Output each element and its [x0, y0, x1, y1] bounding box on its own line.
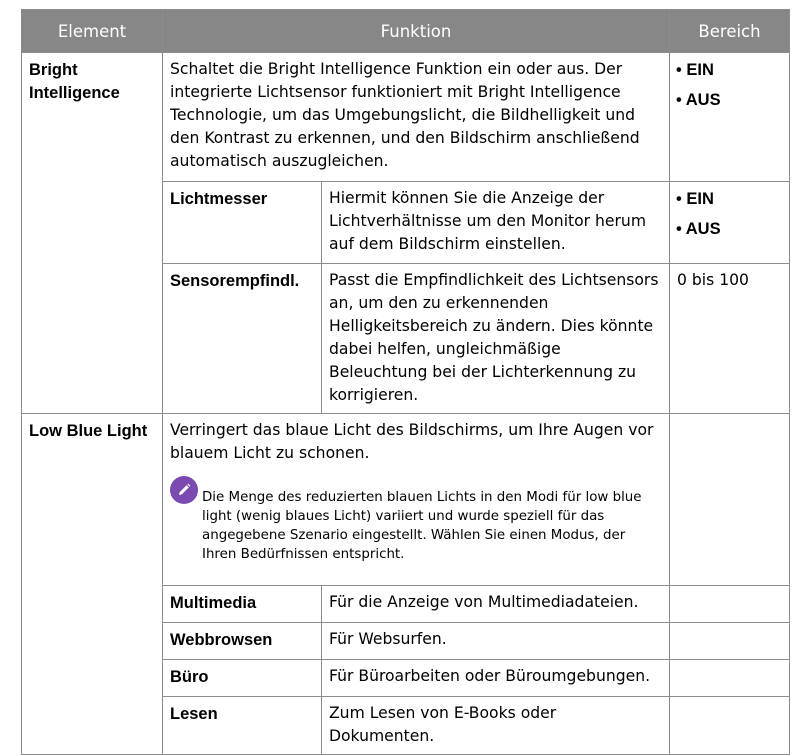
header-element: Element — [22, 10, 163, 53]
range-cell-empty — [670, 414, 790, 586]
sub-label-sensorempfindl: Sensorempfindl. — [163, 264, 322, 414]
function-cell — [163, 414, 670, 586]
mode-text: Zum Lesen von E-Books oder Dokumenten. — [322, 697, 670, 755]
mode-text: Für die Anzeige von Multimediadateien. — [322, 586, 670, 623]
mode-label-multimedia: Multimedia — [163, 586, 322, 623]
header-function: Funktion — [163, 10, 670, 53]
function-text: Verringert das blaue Licht des Bildschirms, um Ihre Augen vor blauem Licht zu schonen. — [170, 421, 654, 462]
range-cell-empty — [670, 697, 790, 755]
pencil-icon — [170, 476, 198, 504]
mode-label-webbrowsen: Webbrowsen — [163, 623, 322, 660]
table-row — [22, 53, 790, 182]
function-text: Hiermit können Sie die Anzeige der Lichtverhältnisse um den Monitor herum auf dem Bildschirm einstellen. — [322, 182, 670, 264]
range-cell — [670, 182, 790, 264]
header-row — [22, 10, 790, 53]
mode-label-lesen: Lesen — [163, 697, 322, 755]
range-cell-empty — [670, 623, 790, 660]
range-option: • EIN — [676, 190, 714, 208]
function-text: Passt die Empfindlichkeit des Lichtsensors an, um den zu erkennenden Helligkeitsbereich zu ändern. Dies könnte dabei helfen, ungleichmäßige Beleuchtung bei der Lichterkennung zu korrigieren. — [322, 264, 670, 414]
range-cell-empty — [670, 660, 790, 697]
range-option: • EIN — [676, 61, 714, 79]
note-box — [170, 473, 663, 564]
element-bright-intelligence: Bright Intelligence — [22, 53, 163, 414]
element-low-blue-light: Low Blue Light — [22, 414, 163, 755]
mode-text: Für Websurfen. — [322, 623, 670, 660]
function-text: Schaltet die Bright Intelligence Funktion ein oder aus. Der integrierte Lichtsensor funktioniert mit Bright Intelligence Technologie, um das Umgebungslicht, die Bildhelligkeit und den Kontrast zu erkennen, und den Bildschirm anschließend automatisch auszugleichen. — [163, 53, 670, 182]
table-row — [22, 414, 790, 586]
settings-table — [21, 9, 790, 755]
range-option: • AUS — [676, 91, 721, 109]
mode-label-buero: Büro — [163, 660, 322, 697]
mode-text: Für Büroarbeiten oder Büroumgebungen. — [322, 660, 670, 697]
note-text: Die Menge des reduzierten blauen Lichts in den Modi für low blue light (wenig blaues Licht) variiert und wurde speziell für das angegebene Szenario eingestellt. Wählen Sie einen Modus, der Ihren Bedürfnissen entspricht. — [202, 490, 642, 562]
sub-label-lichtmesser: Lichtmesser — [163, 182, 322, 264]
range-option: • AUS — [676, 220, 721, 238]
range-value: 0 bis 100 — [670, 264, 790, 414]
header-range: Bereich — [670, 10, 790, 53]
range-cell — [670, 53, 790, 182]
range-cell-empty — [670, 586, 790, 623]
